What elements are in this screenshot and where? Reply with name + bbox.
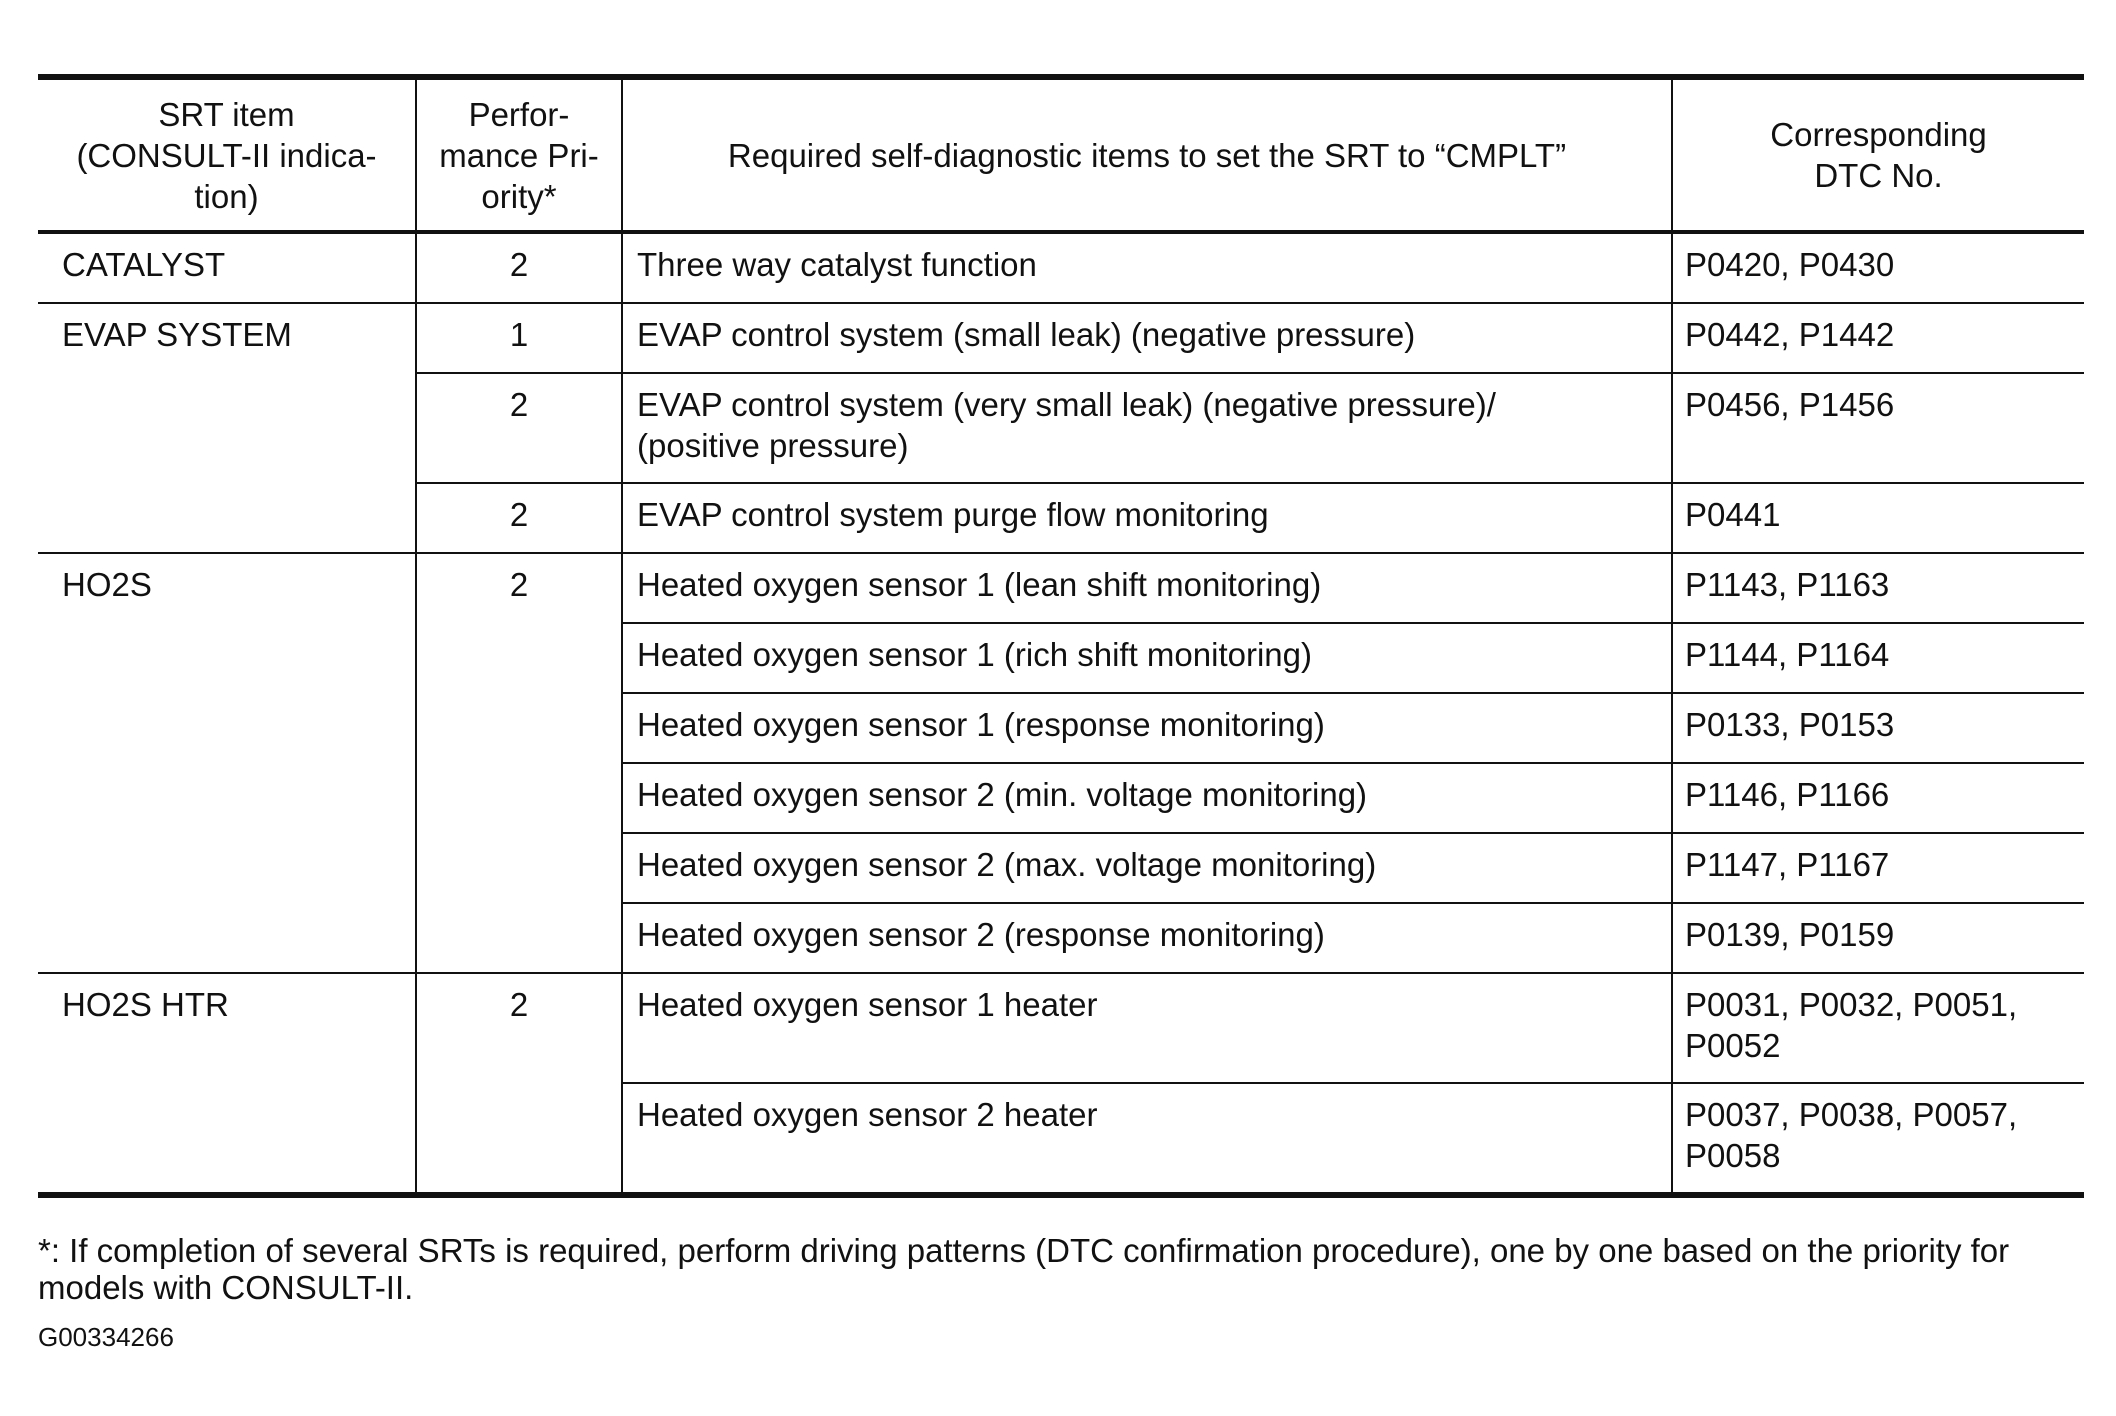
dtc-line: P0052 [1685, 1027, 1781, 1064]
dtc-text: P0442, P1442 [1685, 316, 1895, 353]
dtc-cell [1672, 833, 2084, 903]
dtc-text: P1147, P1167 [1685, 846, 1890, 883]
dtc-line: P0058 [1685, 1137, 1781, 1174]
description-cell [622, 553, 1672, 623]
description-cell [622, 1083, 1672, 1195]
dtc-cell [1672, 553, 2084, 623]
description-cell [622, 623, 1672, 693]
dtc-text: P1146, P1166 [1685, 776, 1890, 813]
header-required-items-text: Required self-diagnostic items to set the SRT to “CMPLT” [727, 136, 1567, 174]
srt-table [38, 74, 2084, 1198]
priority-cell [416, 303, 622, 373]
srt-item-text: CATALYST [62, 246, 226, 283]
table-row [38, 303, 2084, 373]
description-text: Heated oxygen sensor 2 (max. voltage monitoring) [637, 846, 1377, 883]
dtc-cell [1672, 1083, 2084, 1195]
dtc-cell [1672, 232, 2084, 303]
header-srt-item-line: tion) [194, 177, 259, 215]
priority-cell [416, 373, 622, 483]
dtc-text: P1143, P1163 [1685, 566, 1890, 603]
priority-cell [416, 973, 622, 1195]
dtc-text: P1144, P1164 [1685, 636, 1890, 673]
srt-document [38, 74, 2084, 1198]
dtc-line: P0037, P0038, P0057, [1685, 1096, 2018, 1133]
dtc-text: P0420, P0430 [1685, 246, 1895, 283]
priority-text: 2 [509, 496, 529, 533]
description-cell [622, 763, 1672, 833]
srt-item-text: HO2S [62, 566, 152, 603]
header-dtc-line: DTC No. [1814, 157, 1943, 194]
header-srt-item-line: (CONSULT-II indica- [76, 136, 377, 174]
dtc-text: P0456, P1456 [1685, 386, 1895, 423]
description-text [623, 374, 1671, 482]
description-text: Heated oxygen sensor 1 (lean shift monitoring) [637, 566, 1322, 603]
header-dtc [1672, 77, 2084, 232]
priority-cell [416, 553, 622, 973]
srt-item-text: EVAP SYSTEM [62, 316, 292, 353]
description-text: Heated oxygen sensor 1 (response monitoring) [637, 706, 1325, 743]
description-cell [622, 833, 1672, 903]
header-dtc-line: Corresponding [1770, 116, 1987, 153]
description-cell [622, 903, 1672, 973]
description-text: EVAP control system purge flow monitoring [637, 496, 1269, 533]
srt-item-text: HO2S HTR [62, 986, 229, 1023]
srt-item-cell [38, 553, 416, 973]
dtc-cell [1672, 693, 2084, 763]
description-cell [622, 483, 1672, 553]
priority-text: 2 [509, 566, 529, 603]
priority-text: 2 [509, 986, 529, 1023]
description-cell [622, 693, 1672, 763]
dtc-text [1673, 974, 2084, 1082]
priority-text: 2 [509, 386, 529, 423]
description-text: Heated oxygen sensor 1 heater [637, 986, 1098, 1023]
description-text: Heated oxygen sensor 2 (min. voltage monitoring) [637, 776, 1368, 813]
priority-cell [416, 483, 622, 553]
dtc-cell [1672, 623, 2084, 693]
header-priority [416, 77, 622, 232]
description-cell [622, 232, 1672, 303]
description-cell [622, 373, 1672, 483]
dtc-cell [1672, 373, 2084, 483]
description-text: Heated oxygen sensor 2 (response monitoring) [637, 916, 1325, 953]
description-cell [622, 973, 1672, 1083]
description-line: (positive pressure) [637, 427, 909, 464]
description-line: EVAP control system (very small leak) (negative pressure)/ [637, 386, 1496, 423]
dtc-text [1673, 1084, 2084, 1192]
dtc-cell [1672, 903, 2084, 973]
description-text: Heated oxygen sensor 1 (rich shift monitoring) [637, 636, 1312, 673]
table-row [38, 973, 2084, 1083]
dtc-text: P0441 [1685, 496, 1781, 533]
header-priority-line: Perfor- [468, 95, 570, 133]
footnote: *: If completion of several SRTs is required, perform driving patterns (DTC confirmation procedure), one by one based on the priority for models with CONSULT-II. [38, 1232, 2010, 1306]
header-srt-item [38, 77, 416, 232]
header-priority-line: mance Pri- [439, 136, 599, 174]
table-row [38, 553, 2084, 623]
table-header-row [38, 77, 2084, 232]
dtc-cell [1672, 973, 2084, 1083]
dtc-cell [1672, 303, 2084, 373]
description-text: Three way catalyst function [637, 246, 1037, 283]
dtc-line: P0031, P0032, P0051, [1685, 986, 2018, 1023]
dtc-text: P0139, P0159 [1685, 916, 1895, 953]
description-text: EVAP control system (small leak) (negative pressure) [637, 316, 1416, 353]
header-priority-line: ority* [481, 177, 557, 215]
figure-id: G00334266 [38, 1322, 174, 1352]
dtc-cell [1672, 483, 2084, 553]
description-cell [622, 303, 1672, 373]
priority-text: 2 [509, 246, 529, 283]
priority-cell [416, 232, 622, 303]
priority-text: 1 [509, 316, 529, 353]
description-text: Heated oxygen sensor 2 heater [637, 1096, 1098, 1133]
header-required-items [622, 77, 1672, 232]
dtc-text: P0133, P0153 [1685, 706, 1895, 743]
header-srt-item-line: SRT item [158, 95, 295, 133]
srt-item-cell [38, 232, 416, 303]
dtc-cell [1672, 763, 2084, 833]
table-row [38, 232, 2084, 303]
srt-item-cell [38, 973, 416, 1195]
srt-item-cell [38, 303, 416, 553]
